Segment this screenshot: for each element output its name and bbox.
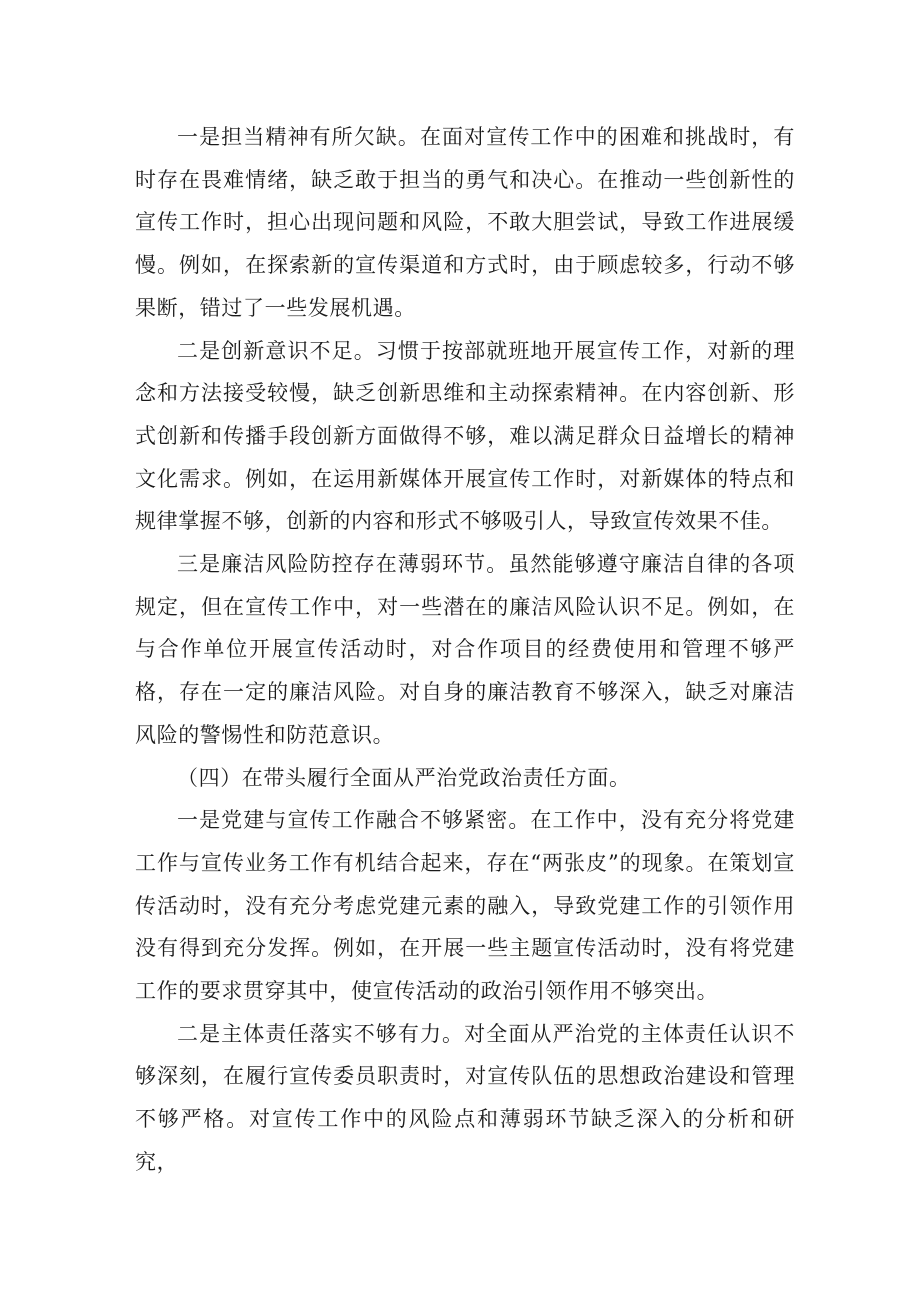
paragraph-main-responsibility: 二是主体责任落实不够有力。对全面从严治党的主体责任认识不够深刻，在履行宣传委员职责时，对宣传队伍的思想政治建设和管理不够严格。对宣传工作中的风险点和薄弱环节缺乏深入的分析和研究， <box>135 1021 795 1174</box>
paragraph-integrity-risk: 三是廉洁风险防控存在薄弱环节。虽然能够遵守廉洁自律的各项规定，但在宣传工作中，对一些潜在的廉洁风险认识不足。例如，在与合作单位开展宣传活动时，对合作项目的经费使用和管理不够严格，存在一定的廉洁风险。对自身的廉洁教育不够深入，缺乏对廉洁风险的警惕性和防范意识。 <box>135 552 795 747</box>
paragraph-party-building-integration: 一是党建与宣传工作融合不够紧密。在工作中，没有充分将党建工作与宣传业务工作有机结合起来，存在“两张皮”的现象。在策划宣传活动时，没有充分考虑党建元素的融入，导致党建工作的引领作用没有得到充分发挥。例如，在开展一些主题宣传活动时，没有将党建工作的要求贯穿其中，使宣传活动的政治引领作用不够突出。 <box>135 808 795 1004</box>
section-heading-four: （四）在带头履行全面从严治党政治责任方面。 <box>177 765 631 790</box>
paragraph-innovation-awareness: 二是创新意识不足。习惯于按部就班地开展宣传工作，对新的理念和方法接受较慢，缺乏创新思维和主动探索精神。在内容创新、形式创新和传播手段创新方面做得不够，难以满足群众日益增长的精神文化需求。例如，在运用新媒体开展宣传工作时，对新媒体的特点和规律掌握不够，创新的内容和形式不够吸引人，导致宣传效果不佳。 <box>135 338 795 534</box>
paragraph-responsibility-spirit: 一是担当精神有所欠缺。在面对宣传工作中的困难和挑战时，有时存在畏难情绪，缺乏敢于担当的勇气和决心。在推动一些创新性的宣传工作时，担心出现问题和风险，不敢大胆尝试，导致工作进展缓慢。例如，在探索新的宣传渠道和方式时，由于顾虑较多，行动不够果断，错过了一些发展机遇。 <box>135 125 795 320</box>
document-body <box>135 116 795 1184</box>
